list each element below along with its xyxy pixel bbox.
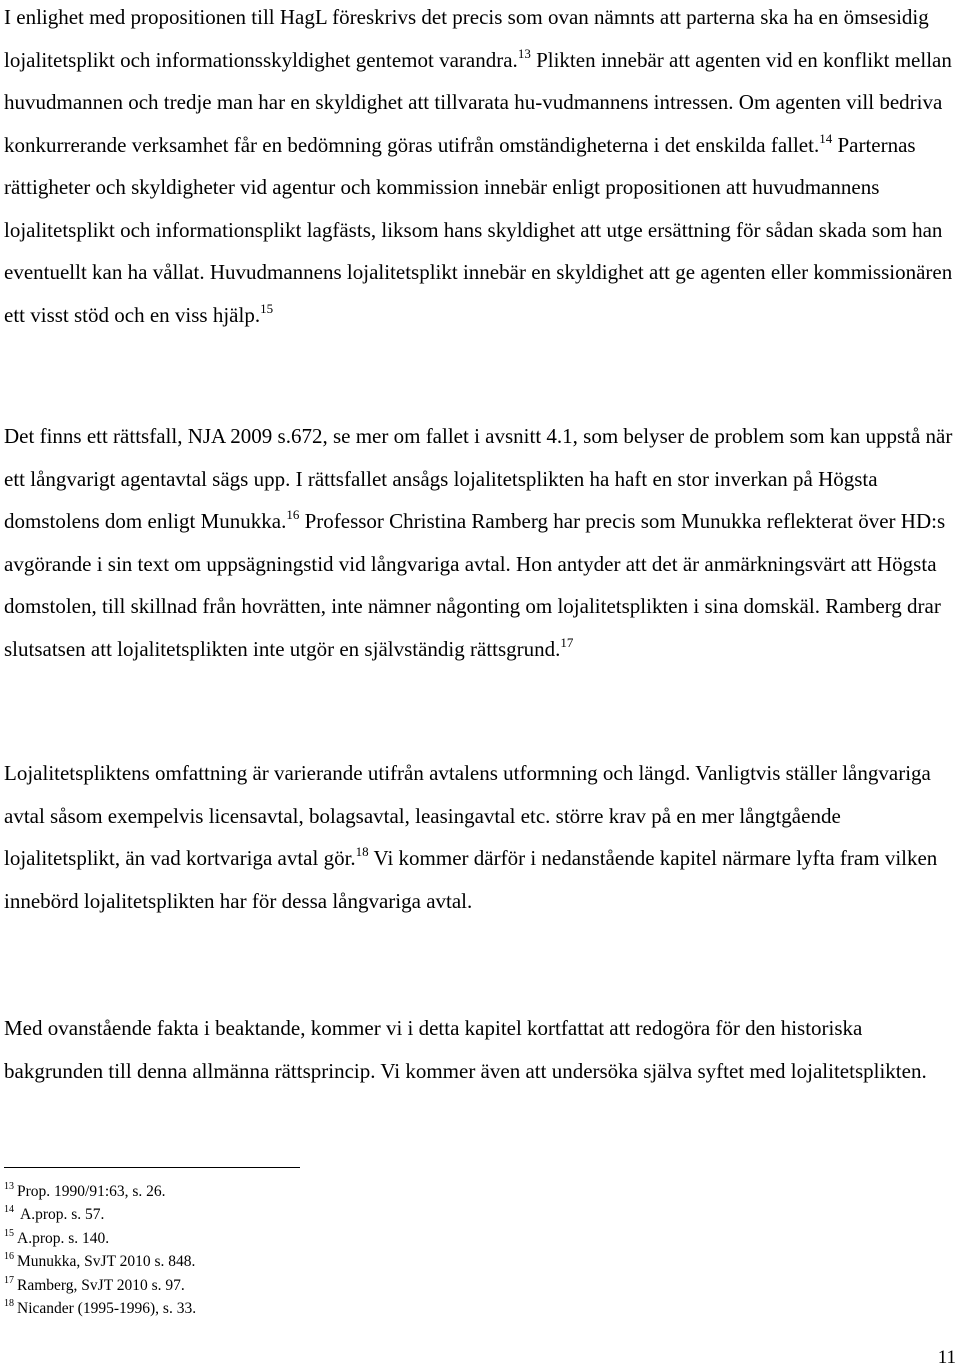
footnote-number: 15 — [4, 1227, 14, 1239]
footnote-text: Nicander (1995-1996), s. 33. — [17, 1300, 197, 1318]
footnote-13 — [4, 1180, 604, 1203]
footnote-14 — [4, 1203, 604, 1226]
paragraph-1 — [4, 0, 956, 336]
paragraph-text: Plikten innebär att agenten vid en konflikt mellan huvudmannen och tredje man har en skyldighet att tillvarata hu-vudmannens intressen. Om agenten vill bedriva konkurrerande verksamhet får en bedömning göras utifrån omständigheterna i det enskilda fallet. — [4, 47, 952, 157]
footnote-16 — [4, 1250, 604, 1273]
footnote-text: Ramberg, SvJT 2010 s. 97. — [17, 1276, 185, 1294]
footnote-18 — [4, 1297, 604, 1320]
paragraph-text: Parternas rättigheter och skyldigheter vid agentur och kommission innebär enligt propositionen att huvudmannens lojalitetsplikt och informationsplikt lagfästs, liksom hans skyldighet att utge ersättning för sådan skada som han eventuellt kan ha vållat. Huvudmannens lojalitetsplikt innebär en skyldighet att ge agenten eller kommissionären ett visst stöd och en viss hjälp. — [4, 132, 953, 327]
page-number: 11 — [937, 1347, 956, 1368]
paragraph-text: Lojalitetspliktens omfattning är varierande utifrån avtalens utformning och längd. Vanligtvis ställer långvariga avtal såsom exempelvis licensavtal, bolagsavtal, leasingavtal etc. större krav på en mer långtgående lojalitetsplikt, än vad kortvariga avtal gör. — [4, 761, 931, 870]
footnote-number: 13 — [4, 1181, 14, 1192]
footnote-text: Prop. 1990/91:63, s. 26. — [17, 1183, 166, 1200]
footnote-number: 17 — [4, 1274, 14, 1286]
footnote-17 — [4, 1274, 604, 1297]
paragraph-text: Det finns ett rättsfall, NJA 2009 s.672, se mer om fallet i avsnitt 4.1, som belyser de problem som kan uppstå när ett långvarigt agentavtal sägs upp. I rättsfallet ansågs lojalitetsplikten ha haft en stor inverkan på Högsta domstolens dom enligt Munukka. — [4, 424, 953, 533]
paragraph-4 — [4, 1007, 956, 1092]
footnote-15 — [4, 1227, 604, 1250]
footnote-divider — [4, 1167, 300, 1168]
footnote-reference: 14 — [819, 130, 833, 146]
footnote-number: 14 — [4, 1204, 14, 1216]
footnote-reference: 17 — [560, 634, 574, 650]
footnote-number: 18 — [4, 1298, 14, 1310]
paragraph-text: Vi kommer därför i nedanstående kapitel närmare lyfta fram vilken innebörd lojalitetsplikten har för dessa långvariga avtal. — [4, 846, 938, 913]
footnote-reference: 18 — [355, 844, 369, 859]
paragraph-text: Professor Christina Ramberg har precis som Munukka reflekterat över HD:s avgörande i sin text om uppsägningstid vid långvariga avtal. Hon antyder att det är anmärkningsvärt att Högsta domstolen, till skillnad från hovrätten, inte nämner någonting om lojalitetsplikten i sina domskäl. Ramberg drar slutsatsen att lojalitetsplikten inte utgör en självständig rättsgrund. — [4, 509, 946, 661]
paragraph-3 — [4, 752, 956, 922]
paragraph-2 — [4, 415, 956, 670]
footnote-reference: 15 — [260, 300, 274, 316]
footnote-reference: 13 — [517, 45, 531, 61]
footnote-text: Munukka, SvJT 2010 s. 848. — [17, 1253, 196, 1271]
paragraph-text: Med ovanstående fakta i beaktande, kommer vi i detta kapitel kortfattat att redogöra för den historiska bakgrunden till denna allmänna rättsprincip. Vi kommer även att undersöka själva syftet med lojalitetsplikten. — [4, 1016, 927, 1083]
footnote-number: 16 — [4, 1251, 14, 1263]
footnote-list — [4, 1180, 604, 1320]
paragraph-text: I enlighet med propositionen till HagL föreskrivs det precis som ovan nämnts att parterna ska ha en ömsesidig lojalitetsplikt och informationsskyldighet gentemot varandra. — [4, 5, 929, 72]
footnote-text: A.prop. s. 57. — [17, 1206, 105, 1224]
footnote-reference: 16 — [286, 507, 300, 522]
footnote-text: A.prop. s. 140. — [17, 1229, 110, 1247]
